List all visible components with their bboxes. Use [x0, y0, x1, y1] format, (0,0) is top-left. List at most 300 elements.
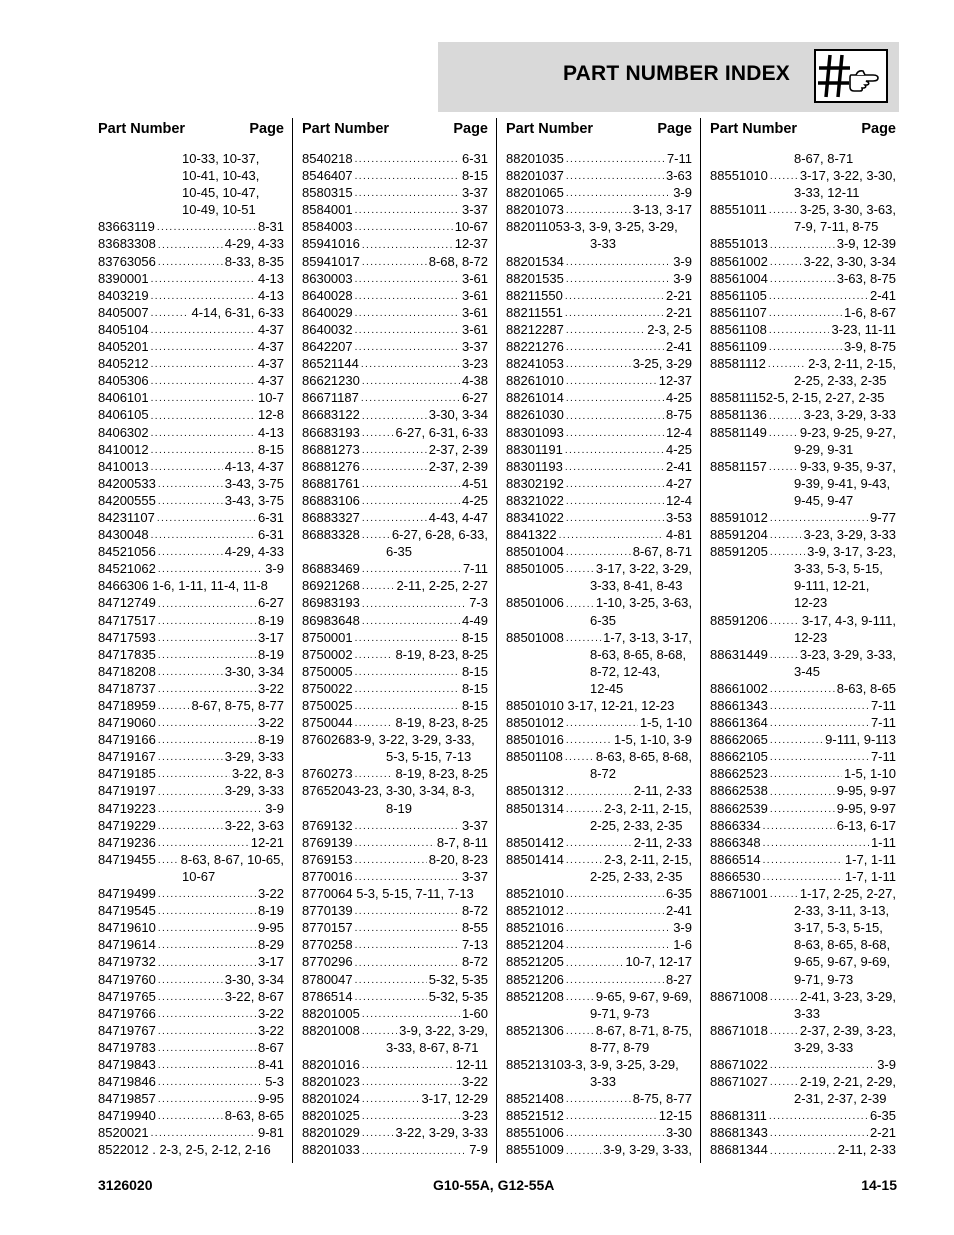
index-entry	[302, 902, 488, 919]
dot-leader	[770, 751, 869, 765]
dot-leader	[362, 478, 460, 492]
dot-leader	[566, 410, 664, 424]
index-entry	[506, 304, 692, 321]
page-reference: 3-17, 5-3, 5-15,	[794, 920, 883, 936]
index-entry	[98, 201, 284, 218]
index-entry	[98, 492, 284, 509]
index-entry	[302, 424, 488, 441]
dot-leader	[362, 598, 467, 612]
index-entry	[506, 441, 692, 458]
index-entry	[98, 748, 284, 765]
dot-leader	[559, 529, 664, 543]
page-reference: 8-19	[257, 903, 284, 919]
index-entry	[98, 1141, 284, 1158]
index-entry	[506, 885, 692, 902]
page-reference: 8-15	[461, 663, 488, 679]
page-reference: 3-9	[877, 1056, 896, 1072]
dot-leader	[158, 683, 256, 697]
part-number: 8546407	[302, 168, 353, 184]
part-number: 86883327	[302, 509, 360, 525]
part-number: 88521208	[506, 988, 564, 1004]
dot-leader	[355, 170, 460, 184]
page-reference: 2-37, 2-39	[428, 441, 488, 457]
part-number: 88631449	[710, 646, 768, 662]
dot-leader	[770, 1059, 875, 1073]
index-entry	[506, 953, 692, 970]
dot-leader	[151, 444, 256, 458]
dot-leader	[158, 905, 256, 919]
part-number: 84719846	[98, 1074, 156, 1090]
dot-leader	[157, 512, 256, 526]
page-heading: Page	[453, 121, 488, 137]
page-reference: 4-49	[461, 612, 488, 628]
dot-leader	[566, 837, 632, 851]
part-number: 8584001	[302, 202, 353, 218]
page-reference: 8-31	[257, 219, 284, 235]
part-number: 88201005	[302, 1005, 360, 1021]
index-entry	[710, 1056, 896, 1073]
dot-leader	[565, 290, 664, 304]
index-entry	[98, 253, 284, 270]
part-number-heading: Part Number	[710, 121, 798, 137]
page-reference: 3-33	[590, 1074, 617, 1090]
part-number: 88591205	[710, 544, 768, 560]
part-number: 86883328	[302, 527, 360, 543]
page-reference: 6-27	[257, 595, 284, 611]
page-reference: 3-30, 3-34	[224, 663, 284, 679]
page-reference: 2-41, 3-23, 3-29,	[799, 988, 896, 1004]
part-number: 88501016	[506, 732, 564, 748]
part-number-heading: Part Number	[302, 121, 390, 137]
part-number: 84717593	[98, 629, 156, 645]
page-reference: 3-37	[461, 202, 488, 218]
part-number: 84712749	[98, 595, 156, 611]
dot-leader	[158, 820, 223, 834]
part-number: 88201037	[506, 168, 564, 184]
part-number: 88662065	[710, 732, 768, 748]
page-reference: 4-38	[461, 373, 488, 389]
index-entry	[98, 1107, 284, 1124]
index-entry	[506, 167, 692, 184]
dot-leader	[770, 786, 835, 800]
index-entry	[302, 765, 488, 782]
document-number: 3126020	[98, 1177, 153, 1193]
index-entry	[302, 1005, 488, 1022]
dot-leader	[566, 563, 594, 577]
dot-leader	[158, 649, 256, 663]
dot-leader	[362, 1076, 460, 1090]
dot-leader	[158, 1008, 256, 1022]
index-column-2	[302, 118, 488, 1159]
part-number: 84231107	[98, 509, 155, 525]
part-number: 88671022	[710, 1056, 768, 1072]
page-reference: 10-49, 10-51	[182, 202, 256, 218]
part-number: 8770016	[302, 868, 353, 884]
index-entry	[98, 731, 284, 748]
index-entry	[98, 971, 284, 988]
index-entry	[302, 1073, 488, 1090]
part-number: 88521408	[506, 1091, 564, 1107]
dot-leader	[158, 563, 263, 577]
part-number: 88661364	[710, 715, 768, 731]
index-entry	[710, 851, 896, 868]
index-entry	[710, 988, 896, 1005]
dot-leader	[355, 837, 435, 851]
dot-leader	[362, 375, 460, 389]
part-number: 86983648	[302, 612, 360, 628]
page-reference: 8-19	[386, 800, 413, 816]
page-reference: 8-19	[257, 612, 284, 628]
part-number: 88551006	[506, 1125, 564, 1141]
index-entry	[98, 184, 284, 201]
page-reference: 2-41	[665, 458, 692, 474]
part-number: 84200555	[98, 492, 156, 508]
part-number: 8640029	[302, 304, 353, 320]
part-number: 84718737	[98, 680, 156, 696]
page-reference: 7-9, 7-11, 8-75	[794, 219, 879, 235]
index-entry	[302, 475, 488, 492]
dot-leader	[355, 991, 427, 1005]
index-entry	[98, 646, 284, 663]
page-reference: 4-13, 4-37	[224, 458, 284, 474]
dot-leader	[158, 1059, 256, 1073]
part-number: 8406105	[98, 407, 149, 423]
part-number: 88201023	[302, 1074, 360, 1090]
index-entry	[710, 714, 896, 731]
dot-leader	[566, 204, 631, 218]
page-reference: 12-11	[455, 1056, 488, 1072]
dot-leader	[770, 1025, 798, 1039]
dot-leader	[770, 683, 835, 697]
index-entry	[710, 919, 896, 936]
index-entry	[506, 1107, 692, 1124]
index-entry	[506, 338, 692, 355]
page-reference: 7-13	[461, 937, 488, 953]
index-entry	[302, 817, 488, 834]
part-number: 84719223	[98, 800, 156, 816]
index-entries	[98, 150, 284, 1159]
index-entry	[506, 270, 692, 287]
dot-leader	[158, 991, 223, 1005]
index-entry	[302, 1107, 488, 1124]
part-number: 88521012	[506, 903, 564, 919]
part-number: 8410012	[98, 441, 149, 457]
page-reference: 3-37	[461, 185, 488, 201]
dot-leader	[362, 1093, 420, 1107]
part-number: 84719766	[98, 1005, 156, 1021]
index-entry	[506, 612, 692, 629]
dot-leader	[565, 444, 664, 458]
dot-leader	[763, 820, 835, 834]
index-entry	[506, 971, 692, 988]
dot-leader	[151, 273, 256, 287]
index-entry	[506, 1124, 692, 1141]
dot-leader	[770, 1076, 798, 1090]
part-number: 88521206	[506, 971, 564, 987]
dot-leader	[355, 307, 460, 321]
page-reference: 8-19	[257, 732, 284, 748]
part-number: 88341022	[506, 509, 564, 525]
page-reference: 8-15	[461, 629, 488, 645]
page-reference: 3-43, 3-75	[224, 475, 284, 491]
index-entry	[302, 988, 488, 1005]
part-number: 88201016	[302, 1056, 360, 1072]
index-entry	[506, 1073, 692, 1090]
index-entry	[506, 509, 692, 526]
part-number: 88671008	[710, 988, 768, 1004]
page-reference: 6-35	[386, 544, 413, 560]
part-number: 8406302	[98, 424, 149, 440]
dot-leader	[362, 444, 427, 458]
index-entry	[506, 731, 692, 748]
dot-leader	[770, 512, 868, 526]
dot-leader	[566, 273, 671, 287]
entry-text: 8466306 1-6, 1-11, 11-4, 11-8	[98, 578, 268, 594]
page-reference: 8-55	[461, 920, 488, 936]
page-reference: 2-11, 2-25, 2-27	[396, 578, 488, 594]
page-reference: 3-22	[257, 1022, 284, 1038]
dot-leader	[770, 546, 805, 560]
index-entry	[506, 218, 692, 235]
page-reference: 6-35	[869, 1108, 896, 1124]
index-entry	[98, 834, 284, 851]
part-number: 8769153	[302, 851, 353, 867]
part-number: 8405007	[98, 304, 149, 320]
dot-leader	[355, 683, 460, 697]
index-entry	[98, 1022, 284, 1039]
dot-leader	[362, 563, 461, 577]
part-number: 84719760	[98, 971, 156, 987]
part-number: 88501004	[506, 544, 564, 560]
index-entry	[506, 1056, 692, 1073]
index-entry	[710, 1090, 896, 1107]
dot-leader	[566, 598, 594, 612]
dot-leader	[362, 1059, 454, 1073]
page-reference: 3-17	[257, 629, 284, 645]
part-number: 88201035	[506, 151, 564, 166]
page-heading: Page	[657, 121, 692, 137]
index-entry	[506, 201, 692, 218]
page-reference: 3-9, 3-22, 3-29,	[399, 1022, 488, 1038]
part-number: 86921268	[302, 578, 360, 594]
index-entry	[98, 150, 284, 167]
dot-leader	[355, 290, 460, 304]
part-number: 8410013	[98, 458, 149, 474]
dot-leader	[362, 529, 390, 543]
part-number: 88591206	[710, 612, 768, 628]
dot-leader	[770, 649, 798, 663]
index-entry	[710, 971, 896, 988]
index-entry	[302, 355, 488, 372]
dot-leader	[158, 957, 256, 971]
page-reference: 3-9, 3-17, 3-23,	[807, 544, 896, 560]
page-reference: 3-9, 8-75	[843, 339, 896, 355]
page-reference: 3-29, 3-33	[224, 749, 284, 765]
dot-leader	[763, 871, 843, 885]
index-entry	[302, 270, 488, 287]
part-number: 88662105	[710, 749, 768, 765]
index-entry	[98, 1090, 284, 1107]
part-number: 88501414	[506, 851, 564, 867]
part-number: 88501008	[506, 629, 564, 645]
index-entry	[302, 389, 488, 406]
dot-leader	[158, 1110, 223, 1124]
page-reference: 12-23	[794, 595, 828, 611]
page-reference: 4-14, 6-31, 6-33	[191, 304, 284, 320]
part-number-heading: Part Number	[98, 121, 186, 137]
column-header	[710, 118, 896, 150]
dot-leader	[355, 820, 460, 834]
part-number: 88671027	[710, 1074, 768, 1090]
index-entry	[98, 782, 284, 799]
index-entry	[98, 988, 284, 1005]
dot-leader	[151, 427, 256, 441]
index-entry	[302, 235, 488, 252]
index-entry	[98, 1039, 284, 1056]
part-number: 8580315	[302, 185, 353, 201]
part-number: 86683122	[302, 407, 360, 423]
part-number: 8390001	[98, 270, 149, 286]
dot-leader	[565, 751, 594, 765]
part-number: 88301093	[506, 424, 564, 440]
page-reference: 4-29, 4-33	[224, 544, 284, 560]
dot-leader	[158, 768, 230, 782]
part-number: 84719236	[98, 834, 156, 850]
dot-leader	[769, 1110, 868, 1124]
page-reference: 1-6	[673, 937, 692, 953]
page-reference: 2-33, 3-11, 3-13,	[794, 903, 890, 919]
index-entry	[710, 560, 896, 577]
dot-leader	[158, 922, 256, 936]
page-reference: 1-5, 1-10, 3-9	[613, 732, 692, 748]
part-number: 86983193	[302, 595, 360, 611]
page-reference: 12-37	[658, 373, 692, 389]
dot-leader	[566, 427, 664, 441]
dot-leader	[769, 290, 868, 304]
index-entry	[302, 1056, 488, 1073]
part-number: 88561004	[710, 270, 768, 286]
part-number: 88551013	[710, 236, 768, 252]
part-number: 8750002	[302, 646, 353, 662]
page-reference: 3-33, 8-41, 8-43	[590, 578, 683, 594]
part-number: 84719765	[98, 988, 156, 1004]
dot-leader	[355, 273, 460, 287]
dot-leader	[158, 854, 179, 868]
page-reference: 4-37	[257, 356, 284, 372]
part-number: 88501005	[506, 561, 564, 577]
index-entry	[506, 321, 692, 338]
part-number: 84719843	[98, 1056, 156, 1072]
dot-leader	[566, 854, 602, 868]
part-number-heading: Part Number	[506, 121, 594, 137]
part-number: 88301191	[506, 441, 563, 457]
index-entry	[710, 270, 896, 287]
dot-leader	[362, 410, 427, 424]
dot-leader	[158, 256, 223, 270]
dot-leader	[769, 341, 842, 355]
index-entry	[506, 560, 692, 577]
page-reference: 8-63, 8-65	[836, 680, 896, 696]
part-number: 84717835	[98, 646, 156, 662]
page-reference: 2-25, 2-33, 2-35	[590, 868, 683, 884]
entry-text: 882011053-3, 3-9, 3-25, 3-29,	[506, 219, 678, 235]
index-entry	[506, 1005, 692, 1022]
index-entry	[302, 287, 488, 304]
page-reference: 12-45	[590, 680, 624, 696]
dot-leader	[770, 170, 798, 184]
part-number: 88581136	[710, 407, 767, 423]
page-reference: 2-37, 2-39	[428, 458, 488, 474]
index-entry	[506, 577, 692, 594]
dot-leader	[158, 837, 249, 851]
page-reference: 3-17	[257, 954, 284, 970]
index-entry	[506, 1022, 692, 1039]
part-number: 88521205	[506, 954, 564, 970]
index-entry	[98, 560, 284, 577]
page-reference: 3-22	[257, 1005, 284, 1021]
index-entry	[506, 680, 692, 697]
index-entry	[98, 372, 284, 389]
index-entry	[98, 1073, 284, 1090]
page-reference: 7-9	[469, 1142, 488, 1158]
page-reference: 1-60	[461, 1005, 488, 1021]
page-reference: 6-31	[461, 151, 488, 166]
index-entry	[302, 338, 488, 355]
index-entry	[506, 663, 692, 680]
dot-leader	[158, 478, 223, 492]
dot-leader	[158, 717, 256, 731]
page-reference: 3-33	[794, 1005, 821, 1021]
index-entry	[302, 646, 488, 663]
index-entry	[506, 800, 692, 817]
index-entry	[506, 594, 692, 611]
index-entry	[302, 560, 488, 577]
page-reference: 3-37	[461, 339, 488, 355]
page-reference: 12-4	[665, 424, 692, 440]
dot-leader	[566, 1093, 631, 1107]
page-reference: 1-6, 8-67	[843, 304, 896, 320]
page-reference: 3-33, 8-67, 8-71	[386, 1039, 479, 1055]
page-reference: 2-19, 2-21, 2-29,	[799, 1074, 896, 1090]
page-reference: 8-15	[461, 168, 488, 184]
page-reference: 1-7, 1-11	[844, 868, 896, 884]
index-entry	[98, 612, 284, 629]
index-entry	[710, 304, 896, 321]
part-number: 8584003	[302, 219, 353, 235]
index-entry	[506, 851, 692, 868]
part-number: 88681344	[710, 1142, 768, 1158]
index-entry	[710, 543, 896, 560]
dot-leader	[158, 751, 223, 765]
index-entry	[98, 629, 284, 646]
dot-leader	[151, 461, 223, 475]
part-number: 84717517	[98, 612, 156, 628]
index-entry	[710, 1073, 896, 1090]
index-entry	[98, 235, 284, 252]
dot-leader	[355, 187, 460, 201]
part-number: 88501312	[506, 783, 564, 799]
page-reference: 9-95, 9-97	[836, 800, 896, 816]
index-entry	[710, 441, 896, 458]
index-entry	[98, 851, 284, 868]
dot-leader	[362, 1110, 460, 1124]
index-entry	[302, 526, 488, 543]
index-entry	[98, 543, 284, 560]
page-reference: 8-67, 8-71	[632, 544, 692, 560]
part-number: 88501412	[506, 834, 564, 850]
page-reference: 3-22, 8-3	[231, 766, 284, 782]
part-number: 88521016	[506, 920, 564, 936]
